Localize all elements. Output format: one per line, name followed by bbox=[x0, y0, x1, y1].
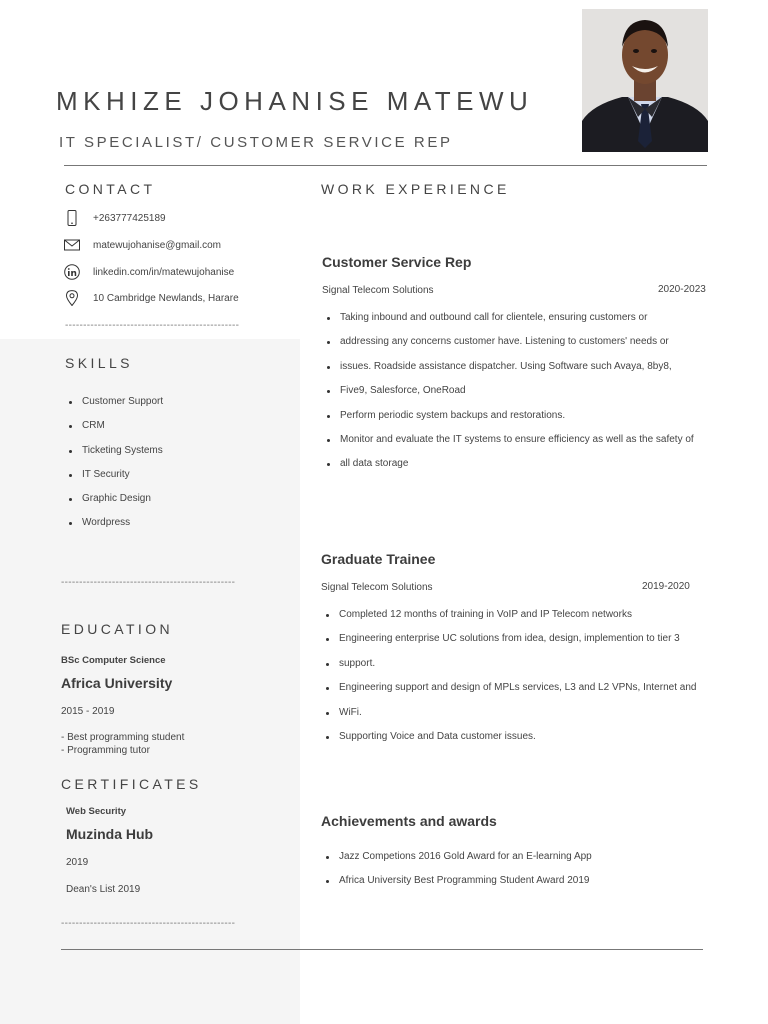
linkedin-icon bbox=[64, 264, 80, 280]
education-school: Africa University bbox=[61, 675, 173, 691]
job-duty: Perform periodic system backups and restorations. bbox=[326, 410, 694, 434]
job-duty: Completed 12 months of training in VoIP and IP Telecom networks bbox=[325, 609, 696, 633]
education-heading: EDUCATION bbox=[61, 621, 174, 637]
job-duties-list bbox=[325, 609, 696, 755]
job-years: 2020-2023 bbox=[658, 284, 706, 295]
job-duty: all data storage bbox=[326, 458, 694, 482]
skill-item: CRM bbox=[68, 420, 163, 444]
job-duty: Engineering enterprise UC solutions from idea, design, implemention to tier 3 bbox=[325, 633, 696, 657]
job-duty: WiFi. bbox=[325, 707, 696, 731]
skills-divider: ------------------------------------------------ bbox=[61, 577, 236, 588]
certificates-heading: CERTIFICATES bbox=[61, 776, 202, 792]
skill-item: IT Security bbox=[68, 469, 163, 493]
contact-address bbox=[64, 288, 239, 308]
education-degree: BSc Computer Science bbox=[61, 655, 166, 666]
job-duty: addressing any concerns customer have. Listening to customers' needs or bbox=[326, 336, 694, 360]
certificates-divider: ------------------------------------------------ bbox=[61, 918, 236, 929]
achievements-heading: Achievements and awards bbox=[321, 813, 497, 829]
footer-divider bbox=[61, 949, 703, 950]
candidate-name: MKHIZE JOHANISE MATEWU bbox=[56, 86, 534, 116]
certificate-year: 2019 bbox=[66, 857, 89, 868]
work-experience-heading: WORK EXPERIENCE bbox=[321, 181, 510, 197]
job-company: Signal Telecom Solutions bbox=[321, 582, 433, 593]
certificate-subject: Web Security bbox=[66, 806, 127, 817]
education-note: - Programming tutor bbox=[61, 745, 150, 756]
job-duty: Monitor and evaluate the IT systems to ensure efficiency as well as the safety of bbox=[326, 434, 694, 458]
job-duties-list bbox=[326, 312, 694, 483]
certificate-issuer: Muzinda Hub bbox=[66, 826, 154, 842]
header-divider bbox=[64, 165, 707, 166]
job-duty: Engineering support and design of MPLs services, L3 and L2 VPNs, Internet and bbox=[325, 682, 696, 706]
job-years: 2019-2020 bbox=[642, 581, 690, 592]
job-duty: Supporting Voice and Data customer issues. bbox=[325, 731, 696, 755]
job-title: Graduate Trainee bbox=[321, 551, 436, 567]
certificate-note: Dean's List 2019 bbox=[66, 884, 141, 895]
skills-list bbox=[68, 396, 163, 542]
job-company: Signal Telecom Solutions bbox=[322, 285, 434, 296]
education-note: - Best programming student bbox=[61, 732, 185, 743]
contact-address-text: 10 Cambridge Newlands, Harare bbox=[93, 292, 239, 304]
skills-heading: SKILLS bbox=[65, 355, 133, 371]
contact-phone bbox=[64, 208, 166, 228]
contact-heading: CONTACT bbox=[65, 181, 156, 197]
skill-item: Ticketing Systems bbox=[68, 445, 163, 469]
achievements-list bbox=[325, 851, 592, 900]
candidate-role: IT SPECIALIST/ CUSTOMER SERVICE REP bbox=[59, 134, 453, 151]
education-years: 2015 - 2019 bbox=[61, 706, 115, 717]
job-title: Customer Service Rep bbox=[322, 254, 472, 270]
contact-email bbox=[64, 235, 221, 255]
job-duty: Taking inbound and outbound call for clientele, ensuring customers or bbox=[326, 312, 694, 336]
job-duty: issues. Roadside assistance dispatcher. Using Software such Avaya, 8by8, bbox=[326, 361, 694, 385]
contact-divider: ------------------------------------------------ bbox=[65, 320, 240, 331]
contact-linkedin bbox=[64, 262, 234, 282]
location-icon bbox=[64, 290, 80, 306]
contact-email-text: matewujohanise@gmail.com bbox=[93, 239, 221, 251]
job-duty: Five9, Salesforce, OneRoad bbox=[326, 385, 694, 409]
contact-phone-text: +263777425189 bbox=[93, 212, 166, 224]
contact-linkedin-text: linkedin.com/in/matewujohanise bbox=[93, 266, 235, 278]
skill-item: Wordpress bbox=[68, 517, 163, 541]
job-duty: support. bbox=[325, 658, 696, 682]
achievement-item: Africa University Best Programming Student Award 2019 bbox=[325, 875, 592, 899]
skill-item: Customer Support bbox=[68, 396, 163, 420]
profile-photo bbox=[582, 9, 708, 152]
skill-item: Graphic Design bbox=[68, 493, 163, 517]
email-icon bbox=[64, 237, 80, 253]
phone-icon bbox=[64, 210, 80, 226]
achievement-item: Jazz Competions 2016 Gold Award for an E-learning App bbox=[325, 851, 592, 875]
